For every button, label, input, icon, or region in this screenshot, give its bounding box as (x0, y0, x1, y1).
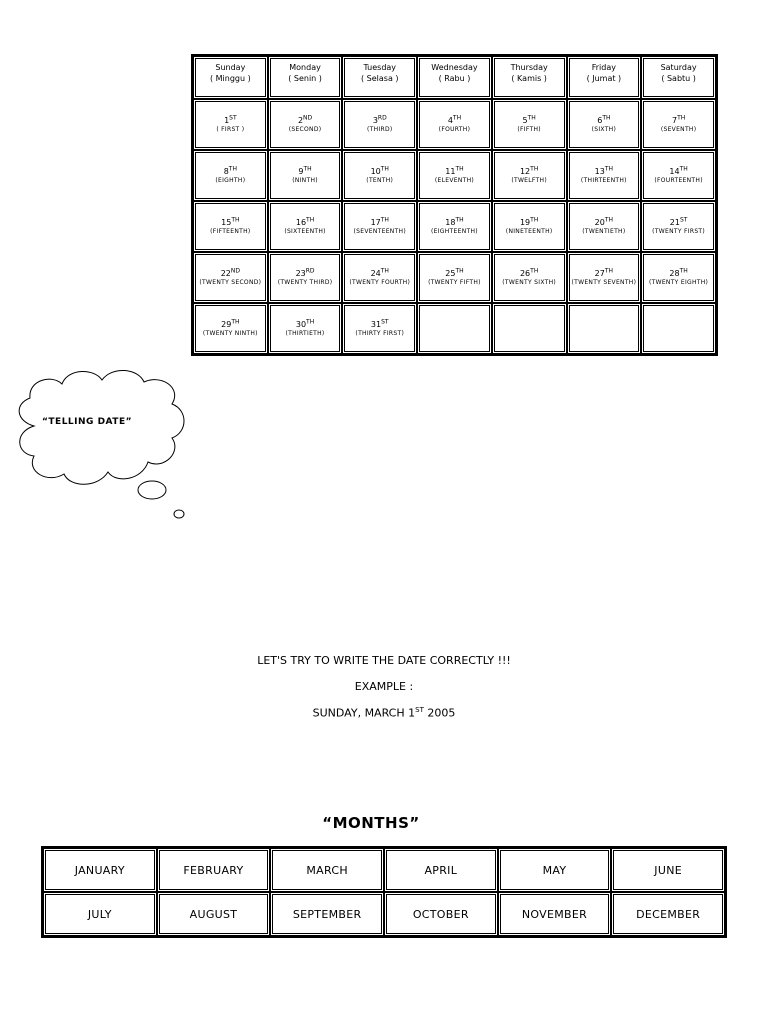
month-cell: APRIL (384, 848, 498, 892)
calendar-day-cell (492, 150, 567, 201)
day-number-suffix: RD (305, 266, 315, 274)
day-number (570, 266, 639, 279)
example-date-suffix: ST (415, 706, 424, 714)
day-number-value: 21 (669, 217, 680, 227)
day-number-value: 14 (669, 166, 680, 176)
day-number (495, 113, 564, 126)
day-ordinal-word: (THIRTEENTH) (580, 176, 627, 184)
calendar-day-cell (342, 201, 417, 252)
header-monday (268, 56, 343, 99)
day-name-local: ( Selasa ) (360, 74, 399, 83)
day-ordinal-word: (TWENTY FOURTH) (349, 278, 411, 286)
day-number-suffix: TH (530, 164, 539, 172)
calendar-header (193, 56, 716, 99)
day-number-suffix: TH (228, 164, 237, 172)
day-number (420, 164, 489, 177)
day-ordinal-word: ( FIRST ) (216, 125, 245, 133)
months-row (43, 848, 725, 892)
day-number (644, 113, 713, 126)
day-name-local: ( Senin ) (288, 74, 322, 83)
day-number-value: 27 (594, 268, 605, 278)
calendar-day-cell (641, 252, 716, 303)
header-friday (567, 56, 642, 99)
day-number-value: 26 (519, 268, 531, 278)
calendar-week-row (193, 99, 716, 150)
day-ordinal-word: (SIXTEENTH) (284, 227, 326, 235)
day-number-suffix: TH (231, 317, 240, 325)
day-number (271, 266, 340, 279)
day-ordinal-word: (THIRTIETH) (285, 329, 325, 337)
day-ordinal-word: (EIGHTEENTH) (431, 227, 478, 235)
calendar-day-cell (268, 303, 343, 354)
calendar-day-cell (342, 150, 417, 201)
day-number (644, 215, 713, 228)
day-number-suffix: RD (377, 113, 387, 121)
day-ordinal-word: (ELEVENTH) (434, 176, 475, 184)
day-name-local: ( Rabu ) (438, 74, 471, 83)
day-ordinal-word: (FOURTH) (438, 125, 471, 133)
day-number (644, 266, 713, 279)
day-number-suffix: TH (231, 215, 240, 223)
header-thursday (492, 56, 567, 99)
day-number-suffix: TH (306, 215, 315, 223)
calendar-week-row (193, 303, 716, 354)
day-ordinal-word: (TWENTY SECOND) (199, 278, 262, 286)
day-name: Monday (289, 63, 321, 72)
calendar-day-cell (268, 99, 343, 150)
calendar-day-cell (268, 150, 343, 201)
day-number-suffix: TH (380, 164, 389, 172)
day-number (420, 266, 489, 279)
calendar-day-cell (417, 252, 492, 303)
day-ordinal-word: (TWENTY EIGHTH) (649, 278, 709, 286)
cloud-bubble-small (174, 510, 184, 518)
calendar-day-cell (492, 201, 567, 252)
day-name: Saturday (660, 63, 697, 72)
thought-cloud (12, 366, 188, 526)
day-number-suffix: TH (530, 215, 539, 223)
header-wednesday (417, 56, 492, 99)
day-ordinal-word: (SEVENTH) (660, 125, 697, 133)
month-cell: FEBRUARY (157, 848, 271, 892)
day-ordinal-word: (SEVENTEENTH) (353, 227, 406, 235)
header-sunday (193, 56, 268, 99)
day-ordinal-word: (TWENTY FIFTH) (428, 278, 481, 286)
calendar-body (193, 99, 716, 354)
calendar-day-cell (268, 201, 343, 252)
month-cell: OCTOBER (384, 892, 498, 936)
day-number-value: 19 (519, 217, 531, 227)
day-number-suffix: TH (380, 266, 389, 274)
day-number-suffix: TH (455, 215, 464, 223)
day-number-suffix: ND (303, 113, 313, 121)
day-name: Sunday (215, 63, 246, 72)
day-number (495, 215, 564, 228)
day-name-local: ( Minggu ) (209, 74, 251, 83)
day-number (345, 317, 414, 330)
calendar-day-cell (342, 99, 417, 150)
day-number-suffix: TH (527, 113, 536, 121)
day-number-suffix: ND (230, 266, 240, 274)
calendar-day-cell (268, 252, 343, 303)
day-number-suffix: TH (380, 215, 389, 223)
example-date-year: 2005 (423, 706, 456, 720)
day-number-value: 16 (295, 217, 307, 227)
day-number-suffix: TH (455, 266, 464, 274)
calendar-day-cell (492, 252, 567, 303)
day-ordinal-word: (THIRTY FIRST) (355, 329, 405, 337)
day-number-value: 15 (221, 217, 232, 227)
day-number-value: 30 (295, 319, 307, 329)
instruction-text: LET'S TRY TO WRITE THE DATE CORRECTLY !!! (257, 654, 511, 667)
day-number (196, 266, 265, 279)
day-ordinal-word: (FIFTEENTH) (210, 227, 251, 235)
calendar-day-cell (492, 99, 567, 150)
day-number-value: 9 (298, 166, 304, 176)
day-name: Friday (591, 63, 616, 72)
example-date (0, 706, 768, 720)
day-number-value: 12 (519, 166, 531, 176)
day-number-suffix: TH (679, 164, 688, 172)
day-number (644, 164, 713, 177)
month-cell: JANUARY (43, 848, 157, 892)
example-label: EXAMPLE : (354, 680, 414, 693)
example-date-text: SUNDAY, MARCH 1 (312, 706, 416, 720)
calendar-header-row (193, 56, 716, 99)
day-name-local: ( Sabtu ) (661, 74, 696, 83)
day-ordinal-word: (THIRD) (366, 125, 393, 133)
day-number (196, 215, 265, 228)
calendar-empty-cell (417, 303, 492, 354)
day-name: Thursday (510, 63, 548, 72)
day-number-suffix: TH (452, 113, 462, 121)
day-number (495, 164, 564, 177)
day-number (570, 215, 639, 228)
day-number-value: 23 (295, 268, 306, 278)
day-number (570, 164, 639, 177)
calendar-day-cell (342, 252, 417, 303)
month-cell: DECEMBER (611, 892, 725, 936)
month-cell: MARCH (270, 848, 384, 892)
day-number (345, 215, 414, 228)
cloud-bubble-large (138, 481, 166, 499)
day-number-suffix: TH (455, 164, 464, 172)
calendar-day-cell (567, 99, 642, 150)
day-number-suffix: TH (604, 215, 614, 223)
day-number-value: 22 (220, 268, 231, 278)
month-cell: SEPTEMBER (270, 892, 384, 936)
day-number (345, 266, 414, 279)
day-number-suffix: TH (303, 164, 312, 172)
day-ordinal-word: (FOURTEENTH) (654, 176, 703, 184)
day-ordinal-word: (TWENTY FIRST) (652, 227, 706, 235)
header-saturday (641, 56, 716, 99)
day-number-value: 29 (221, 319, 232, 329)
day-ordinal-word: (SECOND) (288, 125, 322, 133)
month-cell: NOVEMBER (498, 892, 612, 936)
day-number-suffix: TH (306, 317, 315, 325)
day-number (420, 113, 489, 126)
day-number-suffix: TH (604, 164, 614, 172)
calendar-empty-cell (492, 303, 567, 354)
day-number-value: 28 (669, 268, 680, 278)
month-cell: JUNE (611, 848, 725, 892)
day-ordinal-word: (EIGHTH) (215, 176, 246, 184)
day-number-value: 4 (447, 115, 453, 125)
day-number-value: 3 (372, 115, 378, 125)
day-number (271, 164, 340, 177)
months-body (43, 848, 725, 936)
day-number-value: 11 (445, 166, 456, 176)
day-ordinal-word: (TENTH) (366, 176, 394, 184)
day-number-value: 31 (370, 319, 382, 329)
date-calendar-table (191, 54, 718, 356)
calendar-week-row (193, 150, 716, 201)
calendar-empty-cell (567, 303, 642, 354)
calendar-day-cell (193, 150, 268, 201)
month-cell: MAY (498, 848, 612, 892)
day-number-suffix: ST (679, 215, 688, 223)
day-ordinal-word: (FIFTH) (517, 125, 541, 133)
day-name-local: ( Jumat ) (586, 74, 622, 83)
day-number-value: 1 (224, 115, 230, 125)
months-row (43, 892, 725, 936)
header-tuesday (342, 56, 417, 99)
calendar-day-cell (567, 201, 642, 252)
day-ordinal-word: (NINTH) (292, 176, 318, 184)
day-name-local: ( Kamis ) (511, 74, 547, 83)
day-number (196, 164, 265, 177)
month-cell: JULY (43, 892, 157, 936)
calendar-day-cell (193, 303, 268, 354)
day-number-value: 25 (445, 268, 456, 278)
calendar-day-cell (193, 99, 268, 150)
months-title: “MONTHS” (322, 814, 420, 832)
day-number (271, 113, 340, 126)
calendar-day-cell (567, 252, 642, 303)
day-number (345, 113, 414, 126)
day-number (570, 113, 639, 126)
day-number-value: 2 (297, 115, 304, 125)
calendar-day-cell (342, 303, 417, 354)
day-number (196, 113, 265, 126)
day-ordinal-word: (TWELFTH) (511, 176, 547, 184)
day-number-value: 20 (594, 217, 605, 227)
months-table (41, 846, 727, 938)
day-number (271, 215, 340, 228)
day-number-value: 8 (223, 166, 229, 176)
day-ordinal-word: (NINETEENTH) (505, 227, 553, 235)
day-number-suffix: TH (604, 266, 614, 274)
day-number (420, 215, 489, 228)
day-number-value: 13 (594, 166, 605, 176)
day-number (271, 317, 340, 330)
day-number-value: 5 (522, 115, 528, 125)
day-number (495, 266, 564, 279)
day-number-value: 7 (671, 115, 678, 125)
calendar-day-cell (417, 99, 492, 150)
day-number-suffix: TH (679, 266, 688, 274)
day-number-suffix: ST (381, 317, 389, 325)
calendar-day-cell (417, 201, 492, 252)
day-number (196, 317, 265, 330)
day-ordinal-word: (TWENTY THIRD) (277, 278, 333, 286)
day-number-suffix: ST (229, 113, 237, 121)
month-cell: AUGUST (157, 892, 271, 936)
day-number-value: 10 (370, 166, 381, 176)
cloud-shape (19, 370, 184, 484)
day-ordinal-word: (SIXTH) (591, 125, 617, 133)
calendar-day-cell (193, 252, 268, 303)
calendar-week-row (193, 201, 716, 252)
day-name: Tuesday (363, 63, 397, 72)
day-number-value: 18 (445, 217, 456, 227)
day-number-value: 17 (370, 217, 381, 227)
calendar-day-cell (193, 201, 268, 252)
day-ordinal-word: (TWENTY SEVENTH) (571, 278, 637, 286)
calendar-day-cell (641, 150, 716, 201)
day-name: Wednesday (431, 63, 478, 72)
calendar-day-cell (641, 201, 716, 252)
cloud-title: “TELLING DATE” (42, 417, 133, 427)
day-number (345, 164, 414, 177)
day-number-suffix: TH (530, 266, 539, 274)
calendar-day-cell (567, 150, 642, 201)
day-number-suffix: TH (602, 113, 611, 121)
calendar-day-cell (641, 99, 716, 150)
calendar-day-cell (417, 150, 492, 201)
calendar-empty-cell (641, 303, 716, 354)
day-number-value: 24 (370, 268, 381, 278)
day-ordinal-word: (TWENTY SIXTH) (502, 278, 557, 286)
day-number-suffix: TH (677, 113, 686, 121)
day-ordinal-word: (TWENTIETH) (582, 227, 626, 235)
day-ordinal-word: (TWENTY NINTH) (202, 329, 258, 337)
day-number-value: 6 (597, 115, 603, 125)
calendar-week-row (193, 252, 716, 303)
